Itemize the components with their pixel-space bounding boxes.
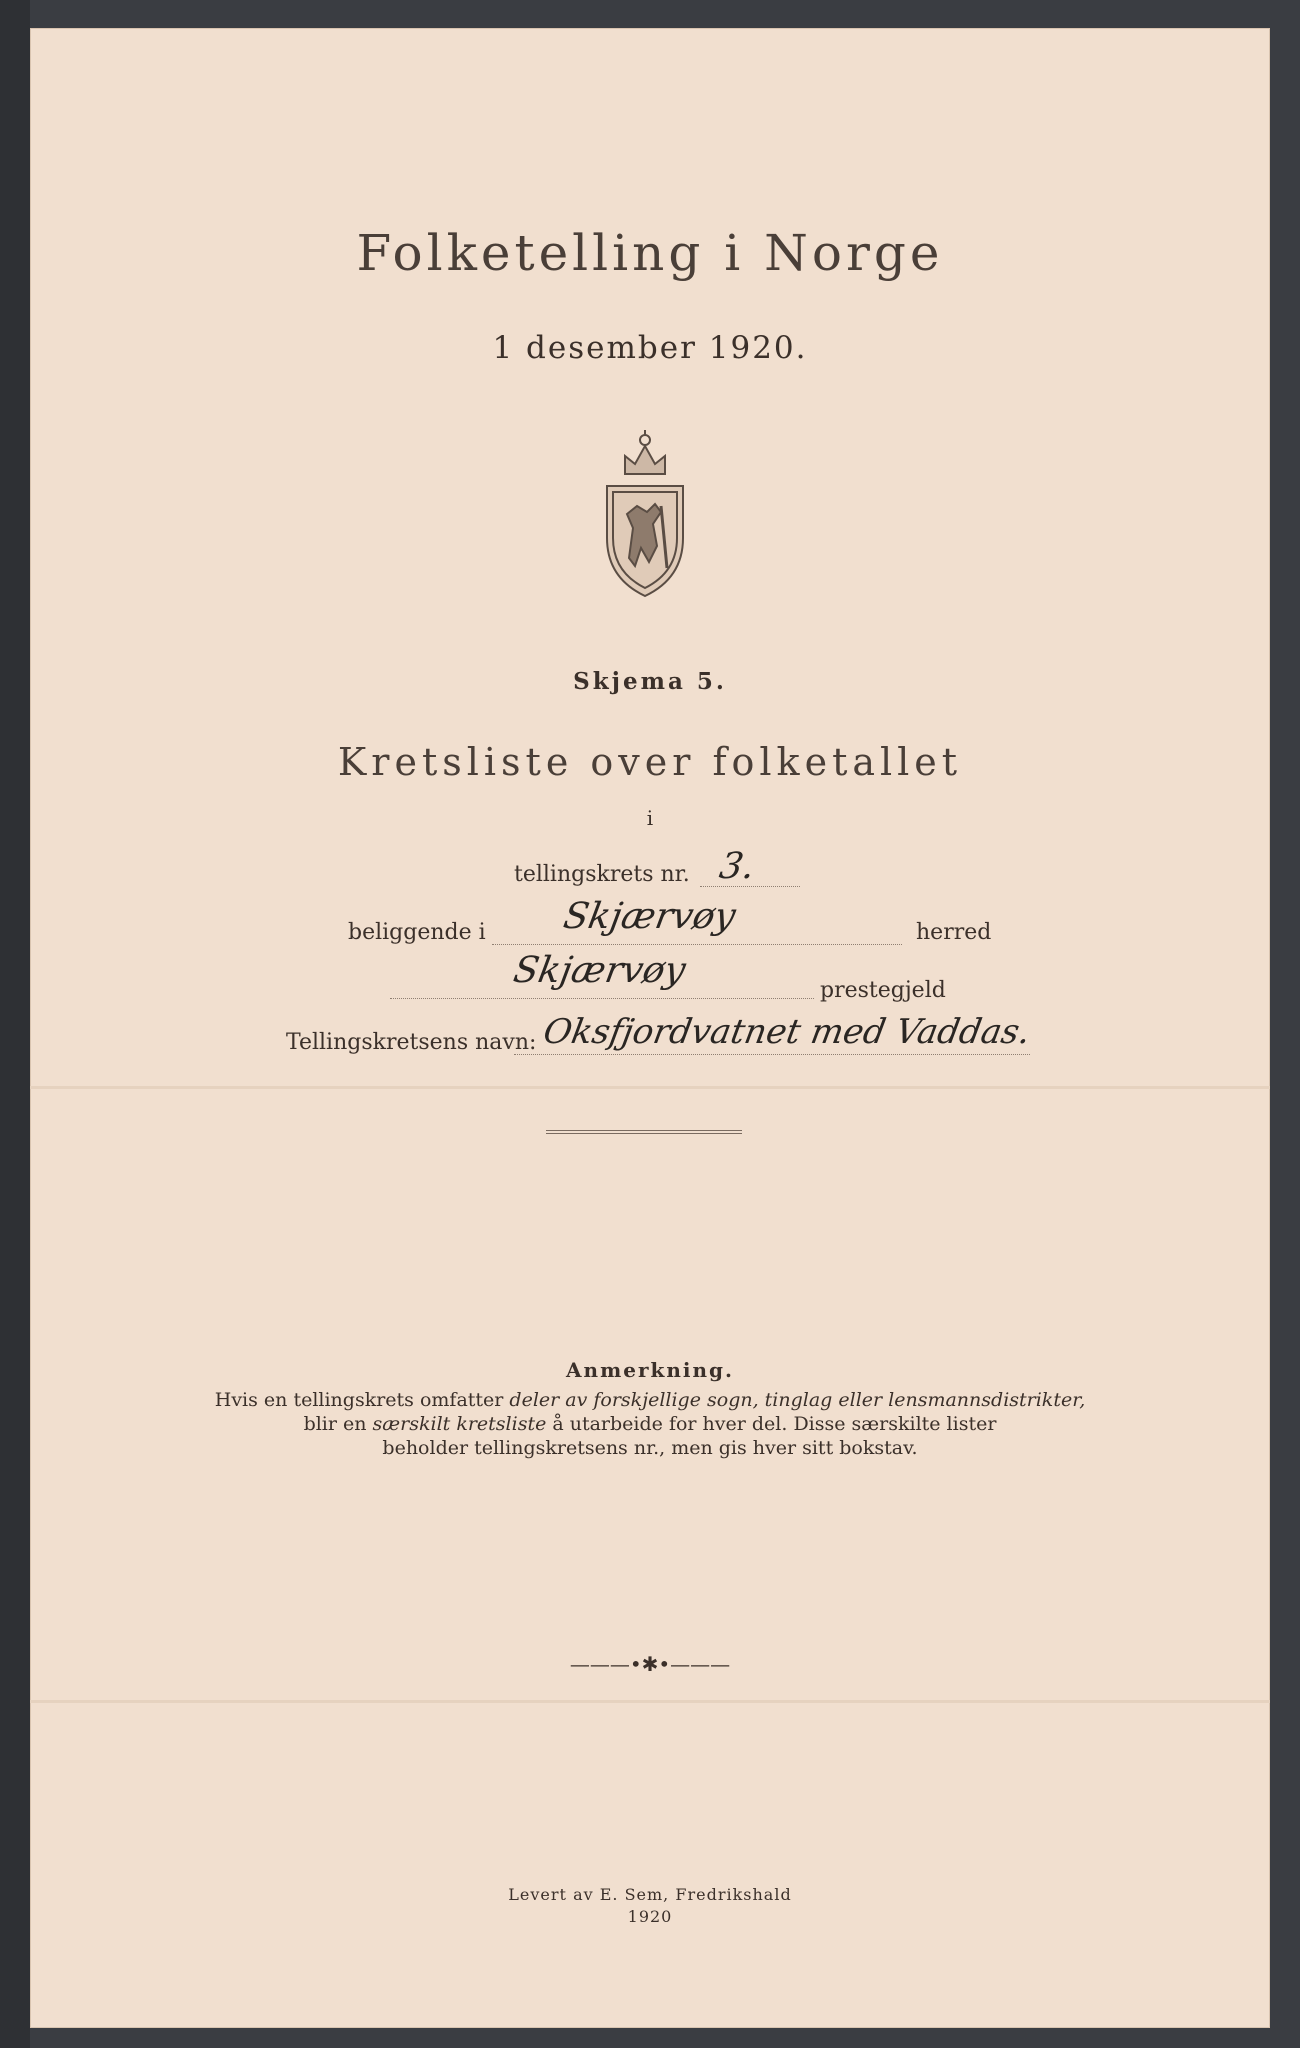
- preposition-text: i: [646, 806, 654, 830]
- norwegian-coat-of-arms-icon: [595, 428, 695, 600]
- district-name-label: Tellingskretsens navn:: [286, 1030, 537, 1055]
- parish-label: prestegjeld: [820, 978, 946, 1003]
- census-form-page: [30, 28, 1270, 2028]
- section-divider: [546, 1130, 742, 1134]
- municipality-value: Skjærvøy: [560, 896, 739, 937]
- census-date: 1 desember 1920.: [492, 330, 808, 366]
- note-line-3: beholder tellingskretsens nr., men gis hver sitt bokstav.: [382, 1437, 918, 1459]
- note-line-2-emphasis: særskilt kretsliste: [372, 1413, 547, 1435]
- note-line-2-rest: å utarbeide for hver del. Disse særskilte lister: [546, 1413, 997, 1435]
- document-title: Folketelling i Norge: [356, 224, 944, 282]
- district-number-value: 3.: [716, 846, 758, 887]
- note-line-1: [30, 1388, 1270, 1412]
- parish-value: Skjærvøy: [510, 950, 689, 991]
- located-in-label: beliggende i: [348, 920, 486, 945]
- binding-edge: [0, 0, 30, 2048]
- printer-name: Levert av E. Sem, Fredrikshald: [508, 1885, 792, 1904]
- form-heading: Kretsliste over folketallet: [337, 740, 963, 784]
- ornament-divider: ———•✱•———: [569, 1652, 731, 1676]
- note-text: [30, 1388, 1270, 1460]
- note-line-2: [30, 1412, 1270, 1436]
- herred-label: herred: [916, 920, 992, 945]
- located-in-line: [492, 944, 902, 945]
- district-number-label: tellingskrets nr.: [514, 862, 690, 887]
- fold-line: [30, 1700, 1270, 1703]
- district-name-value: Oksfjordvatnet med Vaddas.: [540, 1012, 1034, 1052]
- schema-number: Skjema 5.: [573, 668, 727, 695]
- note-line-1-emphasis: deler av forskjellige sogn, tinglag eller lensmannsdistrikter,: [509, 1389, 1086, 1411]
- printer-credit: [30, 1884, 1270, 1928]
- district-name-line: [514, 1054, 1030, 1055]
- parish-line: [390, 998, 814, 999]
- note-line-1-text: Hvis en tellingskrets omfatter: [214, 1389, 510, 1411]
- note-title: Anmerkning.: [566, 1358, 734, 1382]
- note-line-2-text: blir en: [303, 1413, 373, 1435]
- printer-year: 1920: [627, 1907, 673, 1926]
- fold-line: [30, 1086, 1270, 1089]
